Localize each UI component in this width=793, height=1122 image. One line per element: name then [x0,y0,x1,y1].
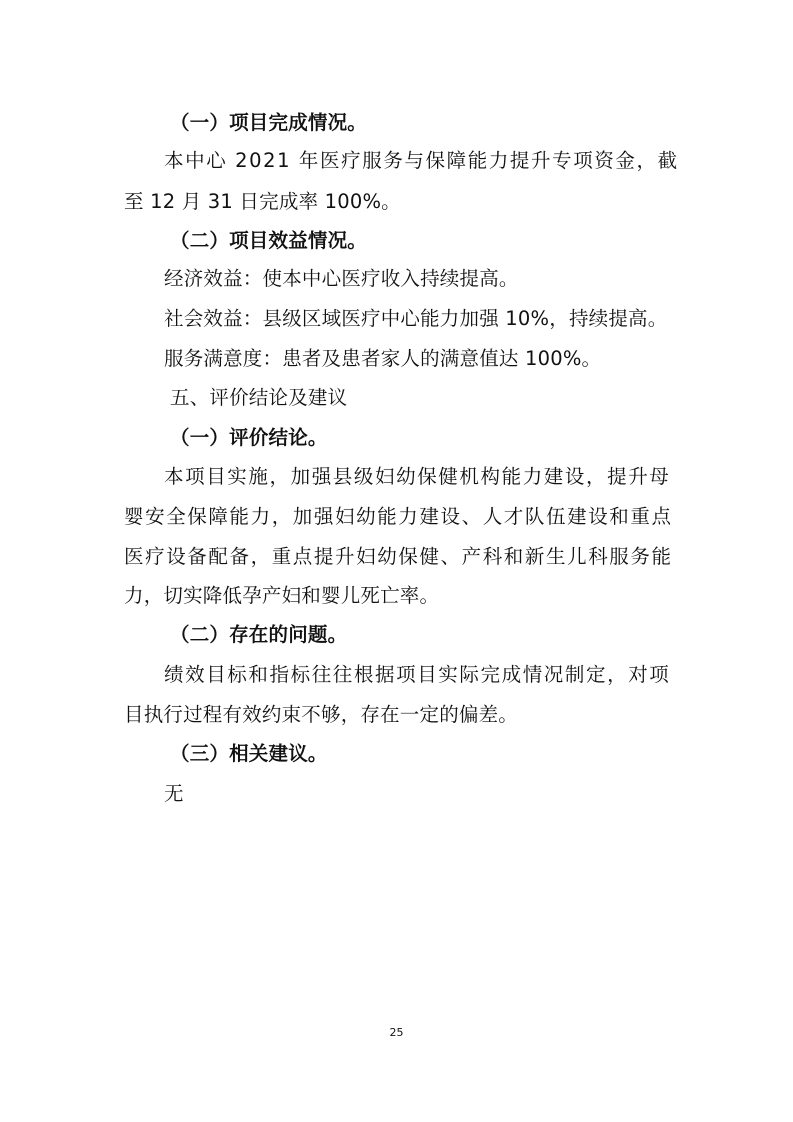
paragraph-line: 本中心 2021 年医疗服务与保障能力提升专项资金，截 [164,149,679,172]
paragraph-line: 服务满意度：患者及患者家人的满意值达 100%。 [164,347,602,370]
paragraph-line: 无 [164,782,184,805]
page-number: 25 [389,1026,404,1039]
heading-evaluation-conclusion: （一）评价结论。 [170,426,328,449]
heading-project-completion: （一）项目完成情况。 [170,111,368,134]
paragraph-line: 经济效益：使本中心医疗收入持续提高。 [164,267,519,290]
paragraph-line: 目执行过程有效约束不够，存在一定的偏差。 [124,703,519,726]
paragraph-line: 医疗设备配备，重点提升妇幼保健、产科和新生儿科服务能 [124,545,673,568]
heading-existing-problems: （二）存在的问题。 [170,623,348,646]
heading-project-benefit: （二）项目效益情况。 [170,229,368,252]
section-heading-5: 五、评价结论及建议 [170,386,348,409]
paragraph-line: 至 12 月 31 日完成率 100%。 [124,190,401,213]
paragraph-line: 力，切实降低孕产妇和婴儿死亡率。 [124,584,440,607]
heading-related-suggestions: （三）相关建议。 [170,742,328,765]
paragraph-line: 婴安全保障能力，加强妇幼能力建设、人才队伍建设和重点 [124,505,673,528]
paragraph-line: 本项目实施，加强县级妇幼保健机构能力建设，提升母 [164,465,671,488]
paragraph-line: 社会效益：县级区域医疗中心能力加强 10%，持续提高。 [164,307,668,330]
paragraph-line: 绩效目标和指标往往根据项目实际完成情况制定，对项 [164,663,671,686]
